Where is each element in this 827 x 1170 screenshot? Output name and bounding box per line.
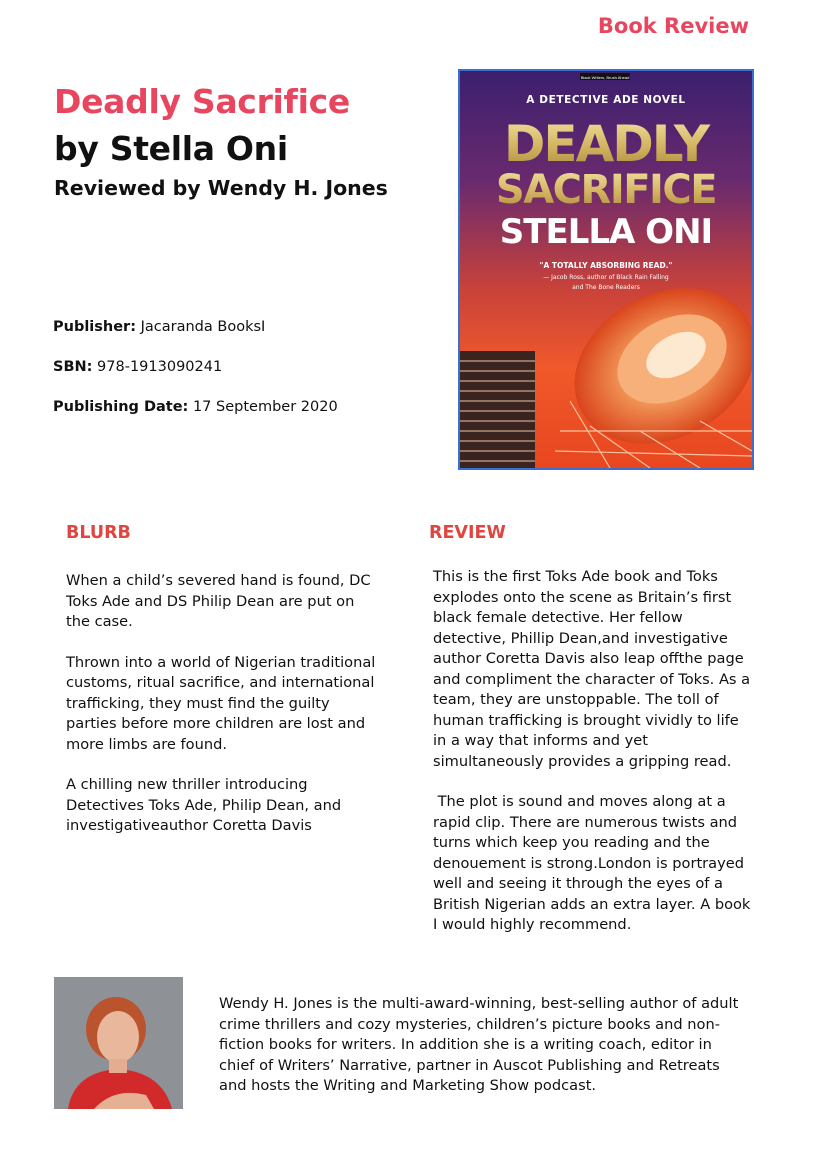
review-body <box>433 567 755 936</box>
publisher-label: Publisher: <box>53 319 137 335</box>
cover-building <box>460 351 535 468</box>
publishing-date-value: 17 September 2020 <box>192 399 338 415</box>
publishing-date-label: Publishing Date: <box>53 399 189 415</box>
review-paragraph: The plot is sound and moves along at a rapid clip. There are numerous twists and turns which keep you reading and the denouement is strong.London is portrayed well and seeing it through the eyes of a British Nigerian adds an extra layer. A book I would highly recommend. <box>433 793 756 933</box>
cover-title-line2: SACRIFICE <box>495 167 717 213</box>
blurb-body <box>66 571 378 837</box>
isbn-line <box>53 359 222 375</box>
isbn-value: 978-1913090241 <box>97 359 223 375</box>
blurb-heading: BLURB <box>66 523 131 543</box>
reviewer-bio: Wendy H. Jones is the multi-award-winning, best-selling author of adult crime thrillers and cozy mysteries, children’s picture books and non-fiction books for writers. In addition she is a writing coach, editor in chief of Writers’ Narrative, partner in Auscot Publishing and Retreats and hosts the Writing and Marketing Show podcast. <box>219 995 739 1094</box>
book-title: Deadly Sacrifice <box>54 82 350 121</box>
publishing-date-line <box>53 399 338 415</box>
book-author: by Stella Oni <box>54 129 288 168</box>
cover-topline: Black Writers, Brush Ahead <box>580 75 630 80</box>
isbn-label: SBN: <box>53 359 93 375</box>
cover-quote: "A TOTALLY ABSORBING READ." <box>539 261 673 270</box>
page-kicker: Book Review <box>597 14 749 38</box>
publisher-line <box>53 319 265 335</box>
reviewer-line: Reviewed by Wendy H. Jones <box>54 176 388 200</box>
blurb-paragraph: When a child’s severed hand is found, DC Toks Ade and DS Philip Dean are put on the case. <box>66 572 371 630</box>
blurb-paragraph: A chilling new thriller introducing Detectives Toks Ade, Philip Dean, and investigativeauthor Coretta Davis <box>66 776 342 834</box>
cover-author: STELLA ONI <box>499 212 713 252</box>
book-cover <box>458 69 754 470</box>
reviewer-photo <box>54 977 183 1109</box>
blurb-paragraph: Thrown into a world of Nigerian traditional customs, ritual sacrifice, and international trafficking, they must find the guilty parties before more children are lost and more limbs are found. <box>66 653 376 753</box>
cover-quote-attribution-2: and The Bone Readers <box>572 284 640 291</box>
publisher-value: Jacaranda BooksI <box>140 319 266 335</box>
review-paragraph: This is the first Toks Ade book and Toks explodes onto the scene as Britain’s first black female detective. Her fellow detective, Phillip Dean,and investigative author Coretta Davis also leap offthe page and compliment the character of Toks. As a team, they are unstoppable. The toll of human trafficking is brought vividly to life in a way that informs and yet simultaneously provides a gripping read. <box>433 568 755 770</box>
cover-series: A DETECTIVE ADE NOVEL <box>526 94 686 106</box>
cover-title-line1: DEADLY <box>503 115 709 173</box>
cover-quote-attribution-1: — Jacob Ross, author of Black Rain Falling <box>543 274 669 281</box>
review-heading: REVIEW <box>429 523 506 543</box>
